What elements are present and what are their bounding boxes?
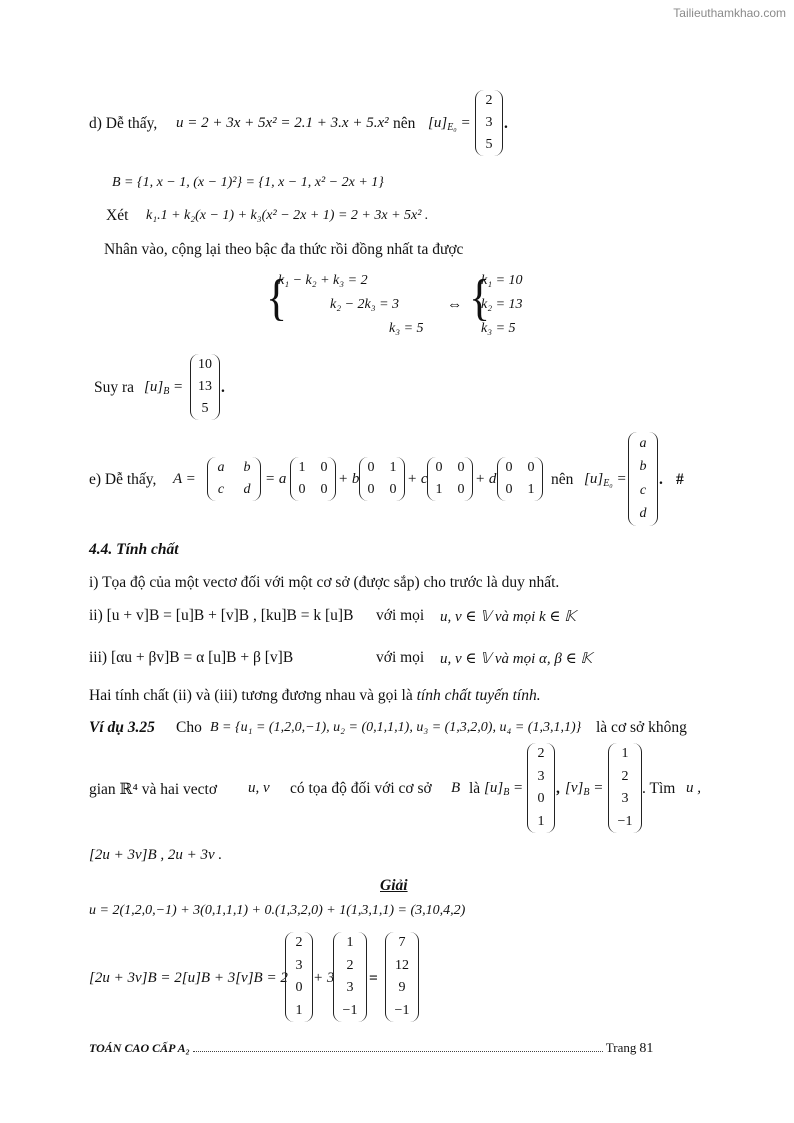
d-note: Nhân vào, cộng lại theo bậc đa thức rồi đồng nhất ta được	[104, 241, 464, 258]
example-u-label: $[u]_B$ =	[484, 780, 524, 798]
example-tim: . Tìm	[642, 780, 676, 797]
example-tim-u: u ,	[686, 780, 701, 796]
u-B-label: $[u]_B$ =	[144, 379, 184, 397]
property-ii-math: ii) [u + v]B = [u]B + [v]B , [ku]B = k [u]B	[89, 607, 354, 624]
example-tail: là cơ sở không	[596, 719, 687, 736]
example-line2a: gian ℝ⁴ và hai vectơ	[89, 781, 218, 798]
term-4-coef: + d	[475, 471, 497, 487]
e-nen: nên	[551, 471, 574, 488]
A-matrix: a b c d	[207, 457, 261, 501]
system-row-1: k₁ − k₂ + k₃ = 2	[278, 273, 368, 288]
d-nen: nên	[393, 115, 416, 132]
basis-matrix-3: 0 0 1 0	[427, 457, 473, 501]
solution-row-2: k₂ = 13	[481, 297, 523, 312]
u-coord-vector: 2 3 0 1	[527, 743, 555, 833]
footer-page-label: Trang	[605, 1040, 637, 1055]
property-ii-quant: u, v ∈ 𝕍 và mọi k ∈ 𝕂	[440, 609, 576, 625]
footer-page-number: 81	[639, 1041, 654, 1056]
d-equation: u = 2 + 3x + 5x² = 2.1 + 3.x + 5.x²	[176, 115, 389, 131]
example-line2b: có tọa độ đối với cơ sở	[290, 780, 432, 797]
solution-title: Giải	[380, 877, 408, 894]
solution-line-2: [2u + 3v]B = 2[u]B + 3[v]B = 2	[89, 970, 288, 986]
footer-title: TOÁN CAO CẤP A₂	[89, 1041, 190, 1055]
property-iii-text: với mọi	[376, 649, 425, 666]
e-coord-vector: a b c d	[628, 432, 658, 526]
end-hash: #	[676, 471, 684, 488]
e-A-label: A =	[173, 471, 196, 487]
property-i: i) Tọa độ của một vectơ đối với một cơ sở (được sắp) cho trước là duy nhất.	[89, 574, 560, 591]
example-cho: Cho	[176, 719, 202, 736]
e-label: e) Dễ thấy,	[89, 471, 157, 488]
d-period: .	[504, 115, 508, 132]
example-basis: B = {u₁ = (1,2,0,−1), u₂ = (0,1,1,1), u₃ = (1,3,2,0), u₄ = (1,3,1,1)}	[210, 720, 582, 735]
sol-equals: =	[369, 970, 378, 987]
sol-u-vector: 2 3 0 1	[285, 932, 313, 1022]
system-row-2: k₂ − 2k₃ = 3	[330, 297, 400, 312]
equivalence-arrow: ⇔	[447, 296, 463, 313]
term-2-coef: + b	[338, 471, 360, 487]
example-B: B	[451, 780, 461, 796]
v-coord-vector: 1 2 3 −1	[608, 743, 642, 833]
d-xet-eq: k₁.1 + k₂(x − 1) + k₃(x² − 2x + 1) = 2 + 3x + 5x² .	[146, 208, 429, 223]
e-coord-label: $[u]_{E_0}$ =	[584, 471, 627, 489]
term-3-coef: + c	[407, 471, 428, 487]
property-iii-quant: u, v ∈ 𝕍 và mọi α, β ∈ 𝕂	[440, 651, 592, 667]
u-B-vector: 10 13 5	[190, 354, 220, 420]
system-right-brace: {	[469, 269, 491, 326]
example-v-label: $[v]_B$ =	[565, 780, 604, 798]
term-1-coef: = a	[265, 471, 287, 487]
example-uv: u, v	[248, 780, 270, 796]
d-coord-label: $[u]_{E_0}$ =	[428, 115, 471, 133]
sol-plus3: + 3	[313, 970, 335, 986]
linearity-note: Hai tính chất (ii) và (iii) tương đương nhau và gọi là tính chất tuyến tính.	[89, 687, 541, 704]
property-ii-text: với mọi	[376, 607, 425, 624]
solution-line-1: u = 2(1,2,0,−1) + 3(0,1,1,1) + 0.(1,3,2,0) + 1(1,3,1,1) = (3,10,4,2)	[89, 903, 466, 918]
example-comma: ,	[556, 780, 560, 797]
d-label: d) Dễ thấy,	[89, 115, 158, 132]
suy-ra-period: .	[221, 379, 225, 396]
system-row-3: k₃ = 5	[389, 321, 424, 336]
footer-dots	[193, 1051, 603, 1052]
sol-v-vector: 1 2 3 −1	[333, 932, 367, 1022]
d-xet: Xét	[106, 207, 129, 224]
solution-row-3: k₃ = 5	[481, 321, 516, 336]
basis-matrix-4: 0 0 0 1	[497, 457, 543, 501]
watermark: Tailieuthamkhao.com	[673, 6, 786, 20]
basis-matrix-2: 0 1 0 0	[359, 457, 405, 501]
e-period: .	[659, 471, 663, 488]
d-coord-vector: 2 3 5	[475, 90, 503, 156]
solution-row-1: k₁ = 10	[481, 273, 523, 288]
example-title: Ví dụ 3.25	[89, 719, 155, 736]
system-left-brace: {	[266, 269, 288, 326]
page-footer	[89, 1040, 709, 1057]
property-iii-math: iii) [αu + βv]B = α [u]B + β [v]B	[89, 649, 294, 666]
basis-matrix-1: 1 0 0 0	[290, 457, 336, 501]
suy-ra: Suy ra	[94, 379, 135, 396]
d-basis-line: B = {1, x − 1, (x − 1)²} = {1, x − 1, x² − 2x + 1}	[112, 175, 384, 190]
sol-result-vector: 7 12 9 −1	[385, 932, 419, 1022]
example-la: là	[469, 780, 481, 797]
section-heading: 4.4. Tính chất	[89, 541, 179, 558]
example-line3: [2u + 3v]B , 2u + 3v .	[89, 847, 223, 863]
